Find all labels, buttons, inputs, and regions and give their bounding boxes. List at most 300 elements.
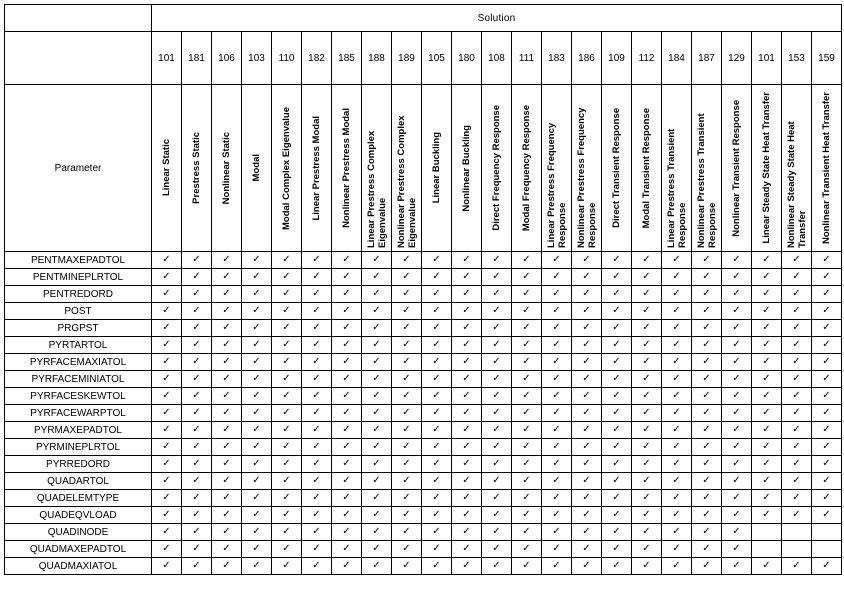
solution-name [302,85,332,252]
table-row [5,558,842,575]
check-icon: ✓ [462,373,471,384]
check-icon: ✓ [582,492,591,503]
check-cell-marked [392,337,422,354]
check-cell-marked [452,320,482,337]
check-cell-marked [152,422,182,439]
check-icon: ✓ [672,356,681,367]
check-icon: ✓ [762,509,771,520]
check-cell-marked [512,422,542,439]
check-icon: ✓ [282,356,291,367]
check-cell-marked [452,490,482,507]
check-icon: ✓ [342,441,351,452]
check-icon: ✓ [702,407,711,418]
check-icon: ✓ [162,254,171,265]
check-cell-marked [242,439,272,456]
check-icon: ✓ [432,475,441,486]
check-icon: ✓ [372,475,381,486]
check-icon: ✓ [612,424,621,435]
check-icon: ✓ [732,526,741,537]
table-row [5,473,842,490]
check-cell-marked [782,269,812,286]
check-cell-marked [572,303,602,320]
check-icon: ✓ [732,373,741,384]
check-icon: ✓ [222,254,231,265]
check-cell-marked [362,422,392,439]
check-icon: ✓ [612,441,621,452]
check-icon: ✓ [672,560,681,571]
check-icon: ✓ [732,543,741,554]
check-cell-marked [272,303,302,320]
check-cell-marked [602,524,632,541]
check-cell-marked [782,354,812,371]
check-icon: ✓ [372,526,381,537]
check-icon: ✓ [372,509,381,520]
check-cell-marked [692,252,722,269]
parameter-name: PYRMINEPLRTOL [5,439,152,456]
check-icon: ✓ [342,560,351,571]
solution-name [512,85,542,252]
check-icon: ✓ [582,322,591,333]
check-icon: ✓ [522,322,531,333]
solution-code: 110 [272,32,302,85]
check-cell-marked [302,337,332,354]
check-cell-marked [362,456,392,473]
solution-name-text: Linear Buckling [431,132,442,204]
check-cell-marked [422,354,452,371]
solution-name [602,85,632,252]
check-cell-marked [302,354,332,371]
check-cell-marked [632,524,662,541]
check-icon: ✓ [252,373,261,384]
check-cell-marked [812,507,842,524]
check-cell-marked [242,405,272,422]
check-cell-marked [392,541,422,558]
check-icon: ✓ [522,543,531,554]
check-cell-marked [572,507,602,524]
check-cell-marked [752,473,782,490]
check-icon: ✓ [252,407,261,418]
check-cell-marked [812,252,842,269]
check-cell-marked [692,303,722,320]
check-icon: ✓ [372,254,381,265]
check-icon: ✓ [822,509,831,520]
check-icon: ✓ [582,390,591,401]
check-icon: ✓ [582,407,591,418]
check-cell-marked [722,473,752,490]
check-cell-marked [692,269,722,286]
check-icon: ✓ [612,390,621,401]
check-cell-marked [302,252,332,269]
check-cell-marked [632,252,662,269]
solution-name [662,85,692,252]
check-cell-marked [722,524,752,541]
check-cell-marked [812,456,842,473]
check-cell-marked [782,388,812,405]
check-cell-marked [302,269,332,286]
check-icon: ✓ [462,390,471,401]
check-cell-marked [362,439,392,456]
check-icon: ✓ [702,475,711,486]
solution-code: 129 [722,32,752,85]
table-row [5,337,842,354]
check-icon: ✓ [162,271,171,282]
check-icon: ✓ [822,305,831,316]
check-icon: ✓ [492,271,501,282]
check-icon: ✓ [162,509,171,520]
check-icon: ✓ [732,492,741,503]
check-icon: ✓ [192,543,201,554]
check-cell-marked [422,422,452,439]
check-icon: ✓ [642,526,651,537]
check-icon: ✓ [822,339,831,350]
check-cell-marked [572,405,602,422]
check-cell-marked [242,473,272,490]
check-cell-marked [452,371,482,388]
check-icon: ✓ [492,339,501,350]
check-icon: ✓ [342,305,351,316]
table-row [5,456,842,473]
check-cell-marked [362,286,392,303]
check-icon: ✓ [822,390,831,401]
check-icon: ✓ [252,271,261,282]
check-icon: ✓ [462,458,471,469]
check-icon: ✓ [582,543,591,554]
check-icon: ✓ [192,458,201,469]
check-cell-marked [632,541,662,558]
check-icon: ✓ [342,288,351,299]
check-icon: ✓ [342,458,351,469]
check-cell-marked [662,507,692,524]
check-cell-marked [212,422,242,439]
check-icon: ✓ [192,271,201,282]
parameter-name: PYRREDORD [5,456,152,473]
check-icon: ✓ [492,407,501,418]
check-cell-marked [272,541,302,558]
check-icon: ✓ [732,475,741,486]
check-cell-marked [242,388,272,405]
check-cell-marked [362,252,392,269]
check-cell-marked [602,490,632,507]
check-icon: ✓ [672,322,681,333]
check-icon: ✓ [252,543,261,554]
check-cell-marked [362,320,392,337]
check-cell-marked [752,320,782,337]
check-cell-marked [272,473,302,490]
check-cell-marked [422,388,452,405]
check-cell-marked [452,388,482,405]
check-cell-marked [152,439,182,456]
check-icon: ✓ [582,339,591,350]
solution-name [332,85,362,252]
check-cell-marked [152,558,182,575]
check-cell-marked [782,252,812,269]
check-cell-marked [602,320,632,337]
check-icon: ✓ [192,339,201,350]
check-icon: ✓ [522,254,531,265]
check-icon: ✓ [342,271,351,282]
check-cell-marked [782,473,812,490]
check-cell-marked [812,473,842,490]
check-cell-marked [542,439,572,456]
solution-name-text: Nonlinear Transient Response [731,99,742,237]
check-icon: ✓ [642,560,651,571]
check-icon: ✓ [582,356,591,367]
check-icon: ✓ [732,271,741,282]
check-icon: ✓ [612,271,621,282]
solution-name-text: Modal Complex Eigenvalue [281,106,292,230]
check-cell-marked [572,558,602,575]
check-cell-marked [812,371,842,388]
check-cell-marked [482,252,512,269]
check-cell-marked [452,558,482,575]
check-cell-marked [812,388,842,405]
check-cell-marked [212,558,242,575]
check-icon: ✓ [762,475,771,486]
check-cell-marked [722,558,752,575]
check-icon: ✓ [672,424,681,435]
check-cell-marked [182,320,212,337]
check-icon: ✓ [552,271,561,282]
check-icon: ✓ [222,475,231,486]
check-icon: ✓ [252,560,261,571]
check-icon: ✓ [312,441,321,452]
check-icon: ✓ [672,288,681,299]
check-icon: ✓ [222,390,231,401]
check-cell-marked [422,303,452,320]
check-cell-marked [632,405,662,422]
check-cell-marked [752,337,782,354]
table-row [5,303,842,320]
solution-name-text: Modal Transient Response [641,107,652,229]
check-cell-marked [542,422,572,439]
check-cell-marked [182,371,212,388]
check-icon: ✓ [252,526,261,537]
solution-name-text: Nonlinear Prestress Frequency Response [575,107,598,248]
check-cell-marked [212,388,242,405]
check-icon: ✓ [732,288,741,299]
check-cell-marked [392,286,422,303]
check-cell-marked [632,303,662,320]
check-cell-marked [392,371,422,388]
check-cell-marked [512,337,542,354]
check-cell-marked [152,524,182,541]
check-icon: ✓ [402,271,411,282]
check-icon: ✓ [582,441,591,452]
check-icon: ✓ [642,254,651,265]
check-icon: ✓ [372,543,381,554]
check-cell-marked [332,371,362,388]
check-icon: ✓ [702,543,711,554]
solution-name-text: Prestress Static [191,132,202,204]
table-row [5,439,842,456]
solution-name-text: Linear Prestress Modal [311,115,322,221]
solution-name [392,85,422,252]
check-icon: ✓ [252,356,261,367]
check-icon: ✓ [792,492,801,503]
table-row [5,252,842,269]
check-cell-marked [572,422,602,439]
check-cell-marked [452,439,482,456]
check-icon: ✓ [762,254,771,265]
check-icon: ✓ [162,407,171,418]
check-cell-marked [812,490,842,507]
check-icon: ✓ [342,475,351,486]
check-cell-marked [512,524,542,541]
parameter-header: Parameter [5,85,152,252]
check-icon: ✓ [342,339,351,350]
check-cell-marked [722,371,752,388]
check-icon: ✓ [702,373,711,384]
check-icon: ✓ [192,322,201,333]
check-cell-marked [152,303,182,320]
check-icon: ✓ [642,339,651,350]
check-icon: ✓ [792,254,801,265]
check-icon: ✓ [282,526,291,537]
check-cell-marked [602,354,632,371]
check-icon: ✓ [432,288,441,299]
check-icon: ✓ [342,373,351,384]
check-icon: ✓ [162,441,171,452]
check-icon: ✓ [402,288,411,299]
check-cell-marked [722,320,752,337]
check-cell-marked [752,558,782,575]
check-icon: ✓ [642,271,651,282]
check-cell-marked [392,320,422,337]
check-cell-marked [182,507,212,524]
solution-name [572,85,602,252]
check-cell-marked [542,456,572,473]
check-cell-marked [722,388,752,405]
solution-name [152,85,182,252]
check-cell-marked [212,337,242,354]
check-cell-marked [392,354,422,371]
check-cell-marked [812,286,842,303]
check-icon: ✓ [162,458,171,469]
check-icon: ✓ [432,373,441,384]
check-cell-marked [572,252,602,269]
check-icon: ✓ [162,288,171,299]
check-cell-marked [602,269,632,286]
solution-code: 159 [812,32,842,85]
check-cell-marked [242,490,272,507]
check-cell-marked [602,422,632,439]
parameter-name: QUADARTOL [5,473,152,490]
check-icon: ✓ [822,271,831,282]
check-cell-empty [782,541,812,558]
solution-name-text: Direct Transient Response [611,108,622,228]
check-icon: ✓ [522,390,531,401]
check-icon: ✓ [522,492,531,503]
check-icon: ✓ [582,271,591,282]
check-icon: ✓ [642,407,651,418]
check-icon: ✓ [162,356,171,367]
check-icon: ✓ [762,305,771,316]
check-cell-marked [272,337,302,354]
check-icon: ✓ [822,424,831,435]
check-icon: ✓ [492,390,501,401]
check-cell-marked [272,269,302,286]
check-cell-marked [272,422,302,439]
check-icon: ✓ [402,424,411,435]
check-icon: ✓ [582,509,591,520]
check-icon: ✓ [732,560,741,571]
check-cell-marked [362,405,392,422]
check-cell-marked [572,541,602,558]
check-cell-marked [512,303,542,320]
check-cell-marked [152,354,182,371]
check-cell-marked [452,507,482,524]
solution-code: 103 [242,32,272,85]
check-cell-marked [572,490,602,507]
check-cell-marked [422,320,452,337]
check-cell-marked [332,558,362,575]
solution-name [242,85,272,252]
check-icon: ✓ [402,560,411,571]
check-icon: ✓ [432,254,441,265]
solution-name-text: Nonlinear Prestress Transient Response [695,113,718,248]
solution-name [272,85,302,252]
check-icon: ✓ [762,458,771,469]
solution-name [482,85,512,252]
check-icon: ✓ [462,526,471,537]
check-icon: ✓ [192,441,201,452]
solution-name [212,85,242,252]
check-icon: ✓ [342,407,351,418]
check-icon: ✓ [282,305,291,316]
check-icon: ✓ [642,322,651,333]
check-cell-marked [332,422,362,439]
check-cell-marked [302,439,332,456]
check-icon: ✓ [282,424,291,435]
check-cell-marked [302,303,332,320]
check-icon: ✓ [492,475,501,486]
check-icon: ✓ [252,424,261,435]
check-icon: ✓ [282,373,291,384]
check-icon: ✓ [462,339,471,350]
check-cell-marked [182,422,212,439]
solution-name [182,85,212,252]
check-icon: ✓ [462,305,471,316]
check-cell-marked [662,303,692,320]
check-icon: ✓ [192,373,201,384]
check-cell-marked [512,269,542,286]
check-icon: ✓ [612,560,621,571]
check-icon: ✓ [762,492,771,503]
check-icon: ✓ [792,475,801,486]
check-cell-marked [482,388,512,405]
check-icon: ✓ [222,271,231,282]
table-row [5,354,842,371]
check-cell-marked [542,286,572,303]
solution-code: 182 [302,32,332,85]
check-cell-marked [482,405,512,422]
check-cell-marked [392,252,422,269]
check-icon: ✓ [402,458,411,469]
check-cell-marked [182,439,212,456]
check-cell-marked [482,439,512,456]
check-cell-marked [452,252,482,269]
check-icon: ✓ [672,475,681,486]
check-cell-marked [242,320,272,337]
check-icon: ✓ [522,373,531,384]
check-icon: ✓ [402,373,411,384]
check-cell-marked [392,473,422,490]
check-icon: ✓ [372,339,381,350]
check-cell-marked [602,303,632,320]
check-cell-marked [722,490,752,507]
solution-code: 189 [392,32,422,85]
check-cell-empty [752,524,782,541]
